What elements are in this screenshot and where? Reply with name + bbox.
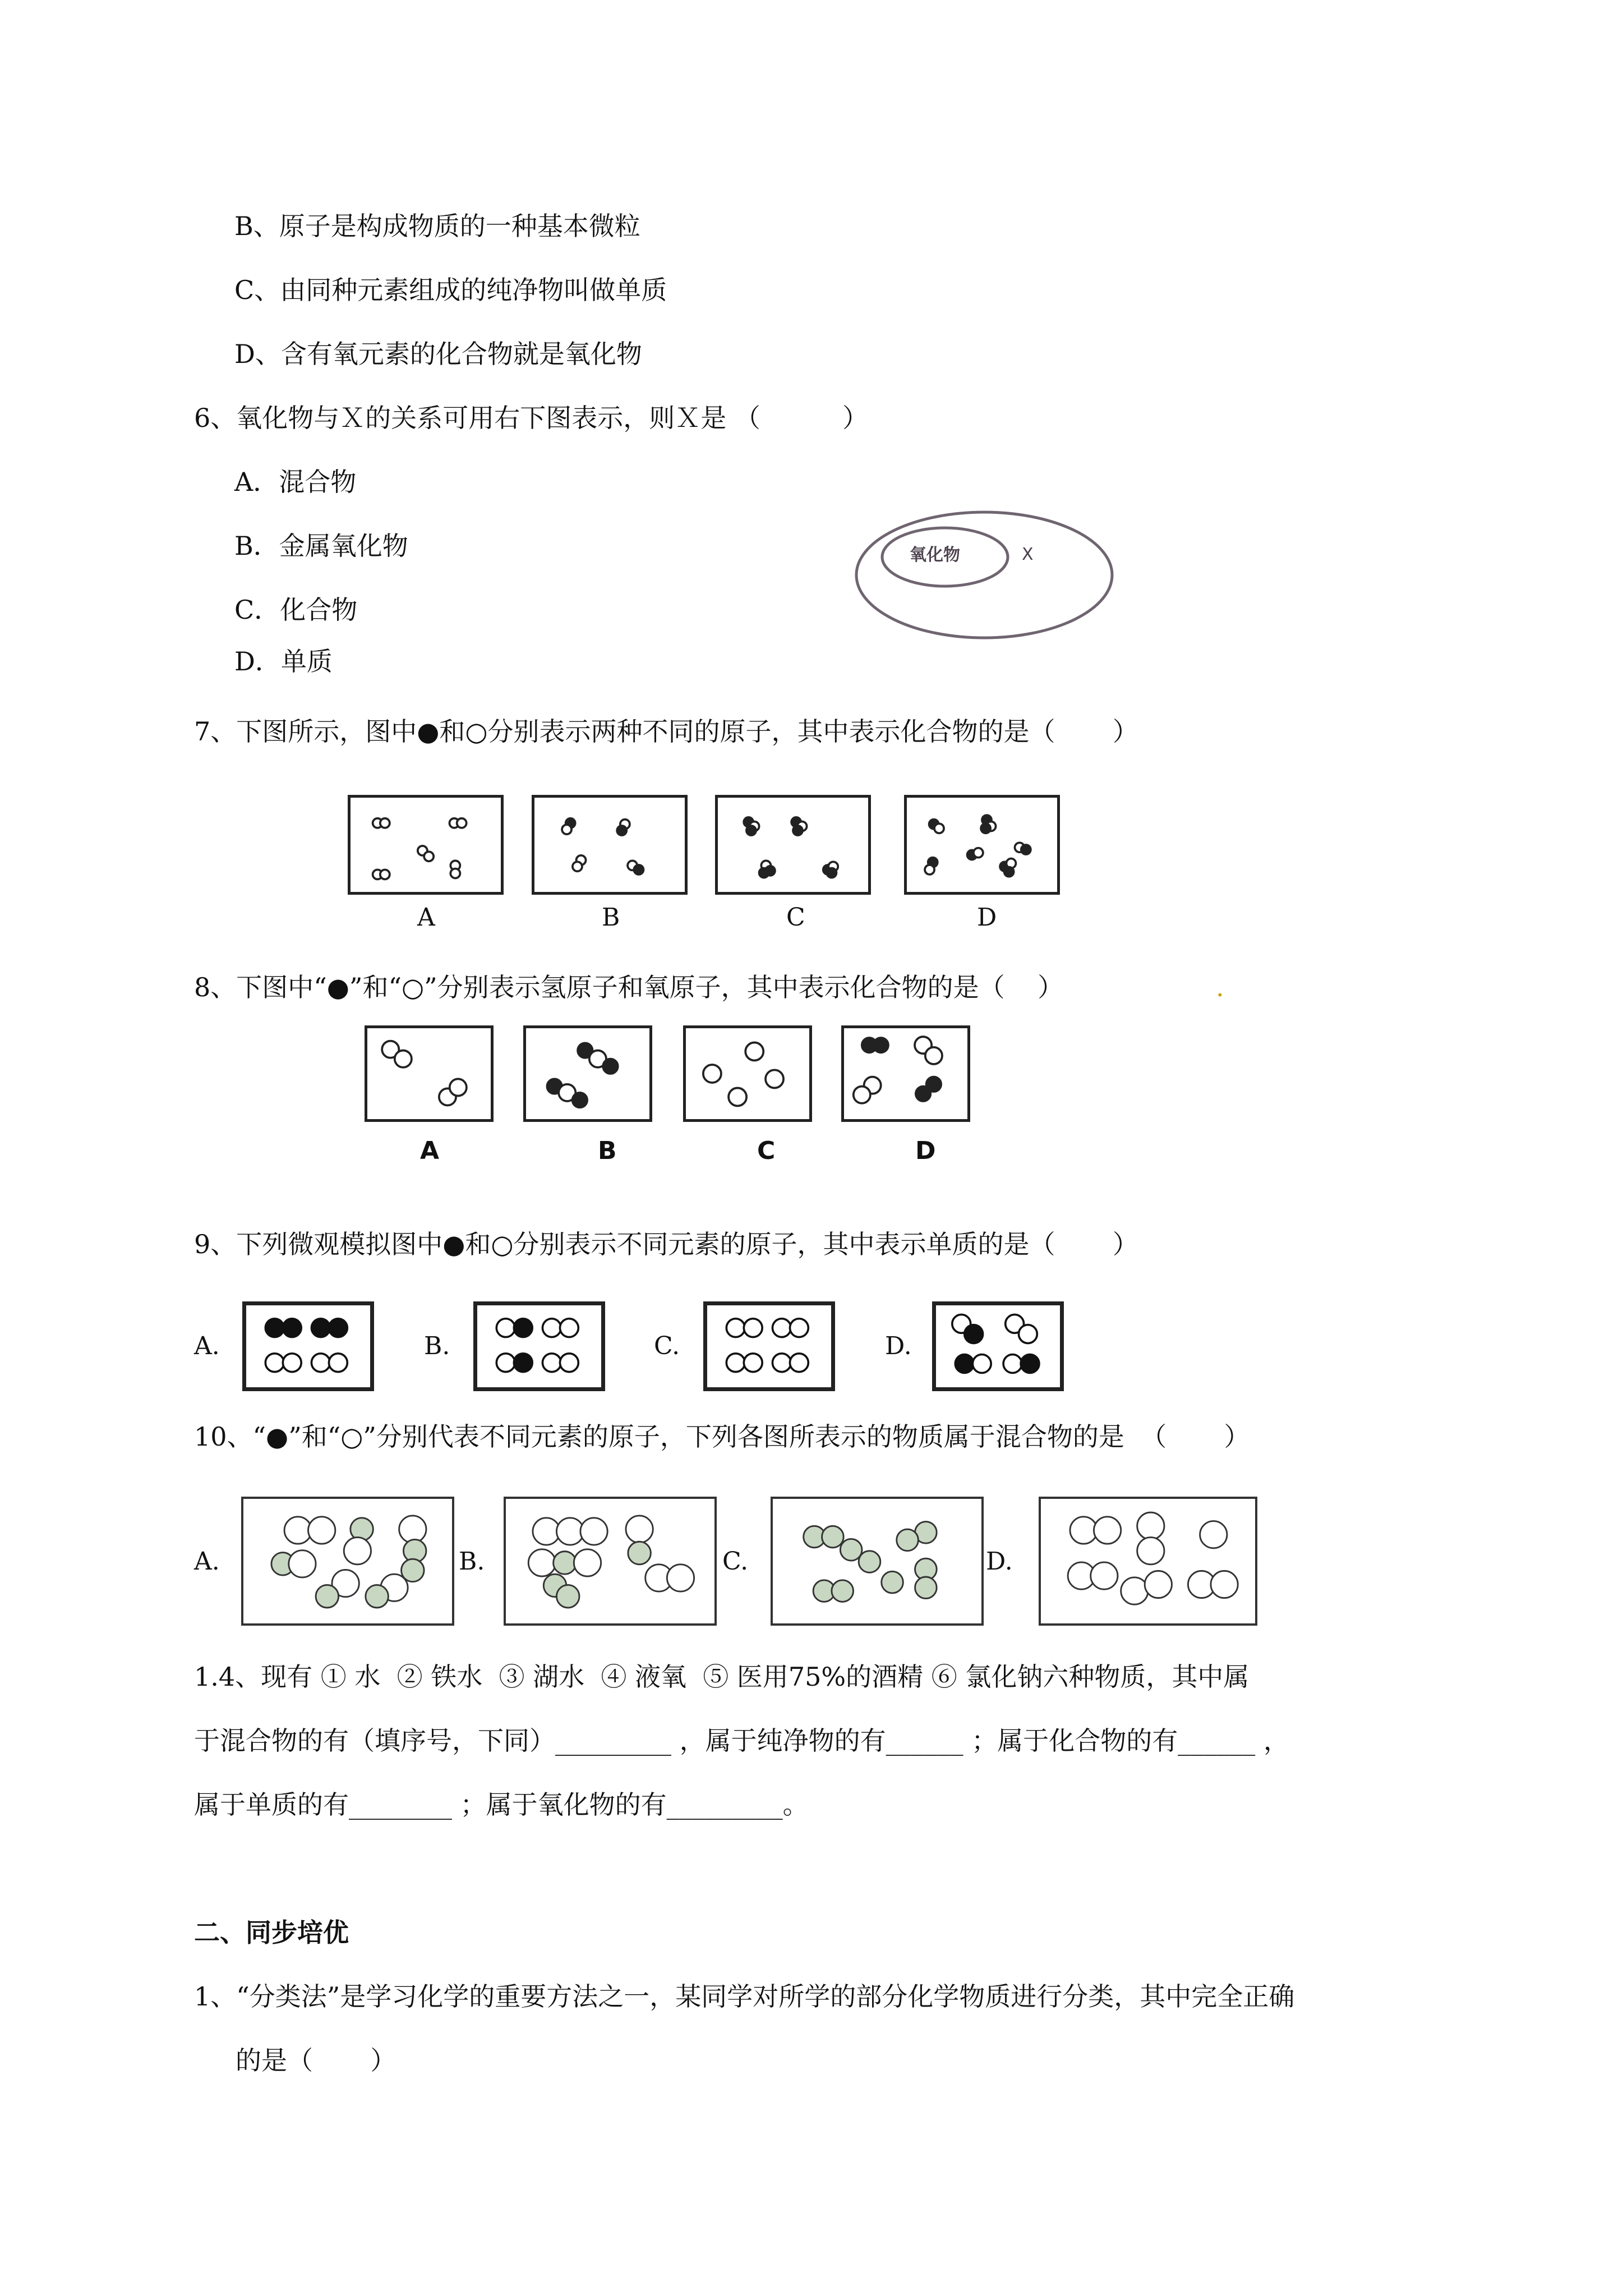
q10-label-a: A. [194,1547,220,1576]
q11-line2: 于混合物的有（填序号，下同）_________ ，属于纯净物的有______ ；属于化合物的有______ ， [194,1726,1289,1756]
q6-stem: 6、氧化物与Ｘ的关系可用右下图表示，则Ｘ是 （ ） [194,403,869,433]
q8-molecules-d [844,1028,967,1119]
venn-inner-label: 氧化物 [910,545,960,565]
q7-molecules-c [718,798,868,892]
q10-label-b: B. [459,1547,485,1576]
q8-box-b [523,1025,652,1122]
q10-label-d: D. [986,1547,1013,1576]
q11-line3: 属于单质的有________ ；属于氧化物的有_________。 [194,1789,809,1820]
q9-box-c [703,1301,835,1391]
q7-label-c: C [786,903,805,932]
q10-box-b [504,1497,717,1626]
q8-label-a: A [420,1137,440,1165]
q7-box-b [532,795,688,895]
q5-option-c: C、由同种元素组成的纯净物叫做单质 [234,275,667,305]
q7-box-d [904,795,1060,895]
q8-stray-dot: . [1216,972,1224,1002]
q8-label-c: C [757,1137,776,1165]
q11-line1: 1.4、现有 ① 水 ② 铁水 ③ 湖水 ④ 液氧 ⑤ 医用75%的酒精 ⑥ 氯化钠六种物质，其中属 [194,1662,1249,1692]
venn-diagram-svg [852,508,1116,642]
q10-molecules-c [773,1499,981,1623]
q8-box-a [365,1025,494,1122]
q8-molecules-a [367,1028,491,1119]
q9-label-a: A. [194,1332,220,1360]
q9-molecules-d [936,1305,1060,1387]
q8-label-b: B [598,1137,617,1165]
q8-stem: 8、下图中“●”和“○”分别表示氢原子和氧原子，其中表示化合物的是（ ） [194,972,1064,1002]
q7-box-c [715,795,871,895]
q10-molecules-b [506,1499,714,1623]
q9-box-b [473,1301,605,1391]
q10-box-c [771,1497,984,1626]
q7-label-b: B [602,903,620,932]
q10-box-d [1039,1497,1257,1626]
section2-q1-line1: 1、“分类法”是学习化学的重要方法之一，某同学对所学的部分化学物质进行分类，其中完全正确 [194,1981,1295,2012]
q10-molecules-d [1041,1499,1255,1623]
q10-label-c: C. [722,1547,749,1576]
q9-molecules-a [246,1305,370,1387]
q9-label-d: D. [885,1332,912,1360]
q7-label-d: D [977,903,997,932]
q7-box-a [348,795,504,895]
section2-q1-line2: 的是（ ） [236,2045,396,2076]
q9-label-b: B. [424,1332,450,1360]
q9-box-a [242,1301,374,1391]
q7-label-a: A [417,903,435,932]
q9-molecules-b [477,1305,601,1387]
q7-molecules-d [907,798,1057,892]
q6-option-b: B．金属氧化物 [234,531,408,561]
q5-option-b: B、原子是构成物质的一种基本微粒 [234,211,640,241]
q8-box-c [683,1025,812,1122]
q7-molecules-b [534,798,685,892]
q9-molecules-c [707,1305,831,1387]
venn-outer-label: X [1022,545,1034,564]
q6-option-d: D．单质 [234,646,333,677]
section2-heading: 二、同步培优 [194,1917,349,1948]
q7-molecules-a [351,798,501,892]
q10-stem: 10、“●”和“○”分别代表不同元素的原子，下列各图所表示的物质属于混合物的是 （ ） [194,1421,1250,1452]
q8-box-d [841,1025,970,1122]
q10-molecules-a [243,1499,452,1623]
q6-option-c: C．化合物 [234,595,358,625]
q9-box-d [932,1301,1064,1391]
q9-label-c: C. [654,1332,680,1360]
q6-option-a: A．混合物 [234,467,357,497]
venn-diagram [852,508,1116,642]
q8-molecules-c [686,1028,809,1119]
q8-label-d: D [915,1137,936,1165]
q9-stem: 9、下列微观模拟图中●和○分别表示不同元素的原子，其中表示单质的是（ ） [194,1229,1138,1259]
q8-molecules-b [526,1028,649,1119]
q7-stem: 7、下图所示，图中●和○分别表示两种不同的原子，其中表示化合物的是（ ） [194,716,1138,747]
q5-option-d: D、含有氧元素的化合物就是氧化物 [234,339,642,369]
q10-box-a [241,1497,454,1626]
